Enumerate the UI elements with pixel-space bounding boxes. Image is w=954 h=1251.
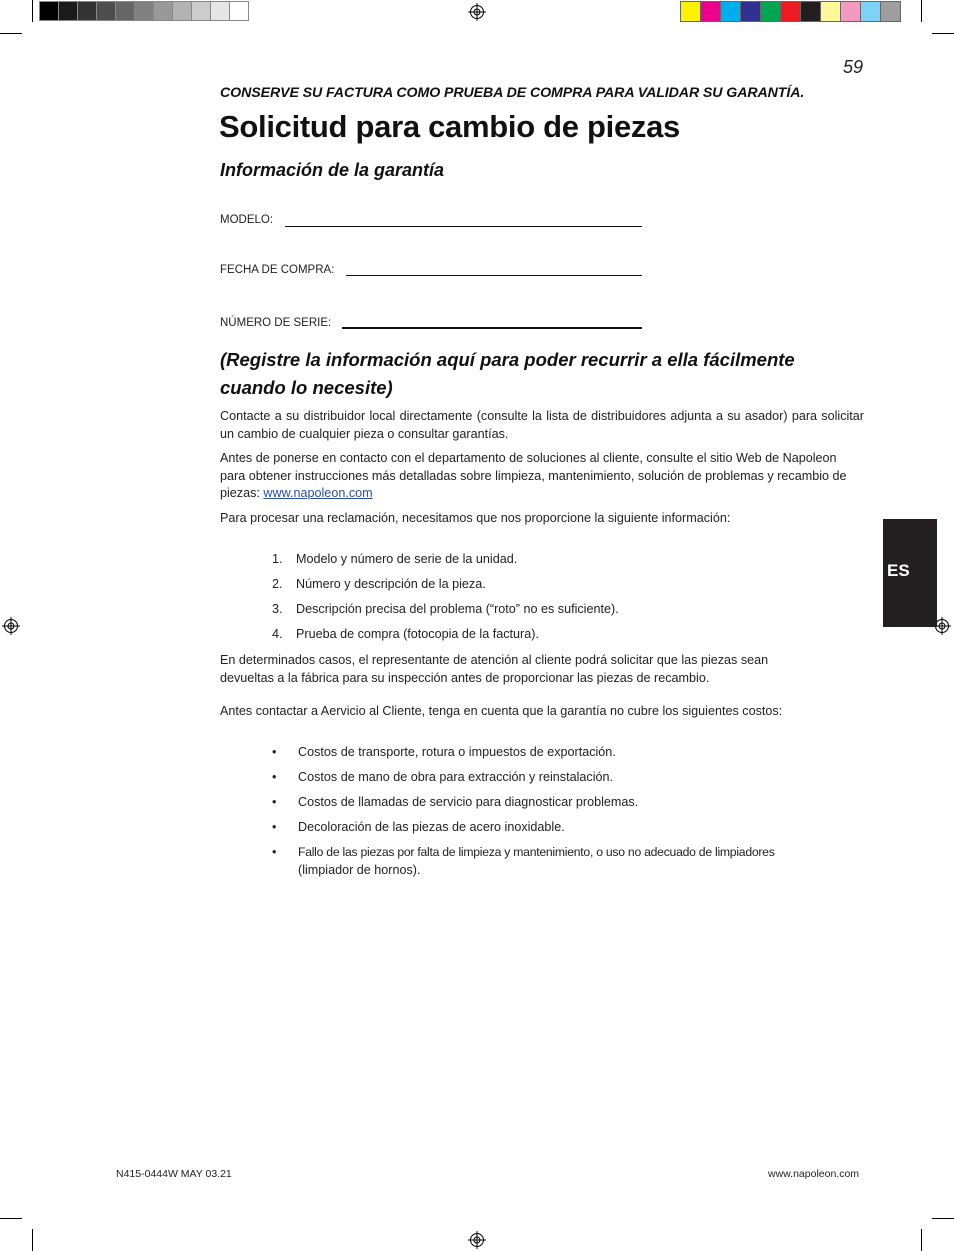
list-item-text: Fallo de las piezas por falta de limpieza y mantenimiento, o uso no adecuado de limpiadores	[298, 845, 775, 859]
list-item-text: Costos de transporte, rotura o impuestos de exportación.	[298, 745, 616, 759]
gray-swatch	[172, 1, 192, 21]
model-input-line[interactable]	[285, 226, 642, 227]
page-number: 59	[843, 57, 864, 77]
list-item-text: Costos de llamadas de servicio para diagnosticar problemas.	[298, 795, 639, 809]
contact-paragraph: Contacte a su distribuidor local directamente (consulte la lista de distribuidores adjunta a su asador) para solicitar un cambio de cualquier pieza o consultar garantías.	[220, 409, 864, 441]
color-swatch	[820, 1, 841, 22]
purchase-date-label: FECHA DE COMPRA:	[220, 264, 335, 276]
not-covered-intro-paragraph: Antes contactar a Aervicio al Cliente, tenga en cuenta que la garantía no cubre los siguientes costos:	[220, 704, 783, 718]
list-item-text: Modelo y número de serie de la unidad.	[296, 552, 518, 566]
model-label: MODELO:	[220, 214, 274, 226]
gray-swatch	[39, 1, 59, 21]
crop-mark	[932, 1218, 954, 1219]
color-swatch	[780, 1, 801, 22]
model-field	[220, 214, 273, 226]
gray-swatch	[153, 1, 173, 21]
list-item-text: Descripción precisa del problema (“roto” no es suficiente).	[296, 602, 619, 616]
receipt-notice: CONSERVE SU FACTURA COMO PRUEBA DE COMPRA PARA VALIDAR SU GARANTÍA.	[220, 85, 805, 101]
color-swatch	[800, 1, 821, 22]
register-note: (Registre la información aquí para poder recurrir a ella fácilmente cuando lo necesite)	[220, 349, 795, 398]
section-subtitle: Información de la garantía	[220, 160, 445, 180]
return-parts-paragraph: En determinados casos, el representante de atención al cliente podrá solicitar que las piezas sean devueltas a la fábrica para su inspección antes de proporcionar las piezas de recambio.	[220, 653, 769, 685]
list-number: 2.	[272, 577, 283, 591]
serial-field	[220, 317, 331, 329]
crop-mark	[32, 1229, 33, 1251]
page-title: Solicitud para cambio de piezas	[219, 109, 680, 144]
serial-input-line[interactable]	[342, 327, 642, 329]
footer-website: www.napoleon.com	[768, 1168, 860, 1180]
before-contact-paragraph	[220, 450, 865, 503]
registration-mark-icon	[468, 1231, 486, 1249]
gray-swatch	[210, 1, 230, 21]
claim-intro-paragraph: Para procesar una reclamación, necesitamos que nos proporcione la siguiente información:	[220, 511, 731, 525]
bullet: •	[272, 820, 277, 834]
list-item-text-continued: (limpiador de hornos).	[298, 863, 421, 877]
footer-doc-code: N415-0444W MAY 03.21	[116, 1168, 232, 1180]
language-tab-label: ES	[887, 561, 910, 580]
napoleon-website-link[interactable]: www.napoleon.com	[263, 486, 373, 500]
crop-mark	[0, 1218, 22, 1219]
color-swatch	[860, 1, 881, 22]
color-swatch	[740, 1, 761, 22]
registration-mark-icon	[2, 617, 20, 635]
bullet: •	[272, 745, 277, 759]
color-swatch	[680, 1, 701, 22]
gray-swatch	[77, 1, 97, 21]
gray-swatch	[191, 1, 211, 21]
list-number: 1.	[272, 552, 283, 566]
color-swatch	[840, 1, 861, 22]
bullet: •	[272, 770, 277, 784]
color-swatch	[700, 1, 721, 22]
list-item-text: Decoloración de las piezas de acero inoxidable.	[298, 820, 565, 834]
color-calibration-bar	[681, 1, 901, 22]
language-tab	[883, 519, 937, 627]
grayscale-calibration-bar	[40, 1, 249, 21]
color-swatch	[880, 1, 901, 22]
crop-mark	[932, 33, 954, 34]
bullet: •	[272, 795, 277, 809]
crop-mark	[0, 33, 22, 34]
color-swatch	[760, 1, 781, 22]
list-item-text: Prueba de compra (fotocopia de la factura).	[296, 627, 539, 641]
purchase-date-field	[220, 264, 334, 276]
list-number: 4.	[272, 627, 283, 641]
gray-swatch	[58, 1, 78, 21]
bullet: •	[272, 845, 277, 859]
before-contact-text: Antes de ponerse en contacto con el departamento de soluciones al cliente, consulte el sitio Web de Napoleon para obtener instrucciones más detalladas sobre limpieza, mantenimiento, solución de problemas y recambio de piezas:	[220, 451, 847, 500]
crop-mark	[921, 0, 922, 22]
list-number: 3.	[272, 602, 283, 616]
color-swatch	[720, 1, 741, 22]
list-item-text: Costos de mano de obra para extracción y reinstalación.	[298, 770, 614, 784]
registration-mark-icon	[468, 3, 486, 21]
gray-swatch	[134, 1, 154, 21]
crop-mark	[32, 0, 33, 22]
crop-mark	[921, 1229, 922, 1251]
gray-swatch	[96, 1, 116, 21]
serial-label: NÚMERO DE SERIE:	[220, 317, 332, 329]
gray-swatch	[229, 1, 249, 21]
purchase-date-input-line[interactable]	[346, 275, 642, 276]
gray-swatch	[115, 1, 135, 21]
list-item-text: Número y descripción de la pieza.	[296, 577, 486, 591]
